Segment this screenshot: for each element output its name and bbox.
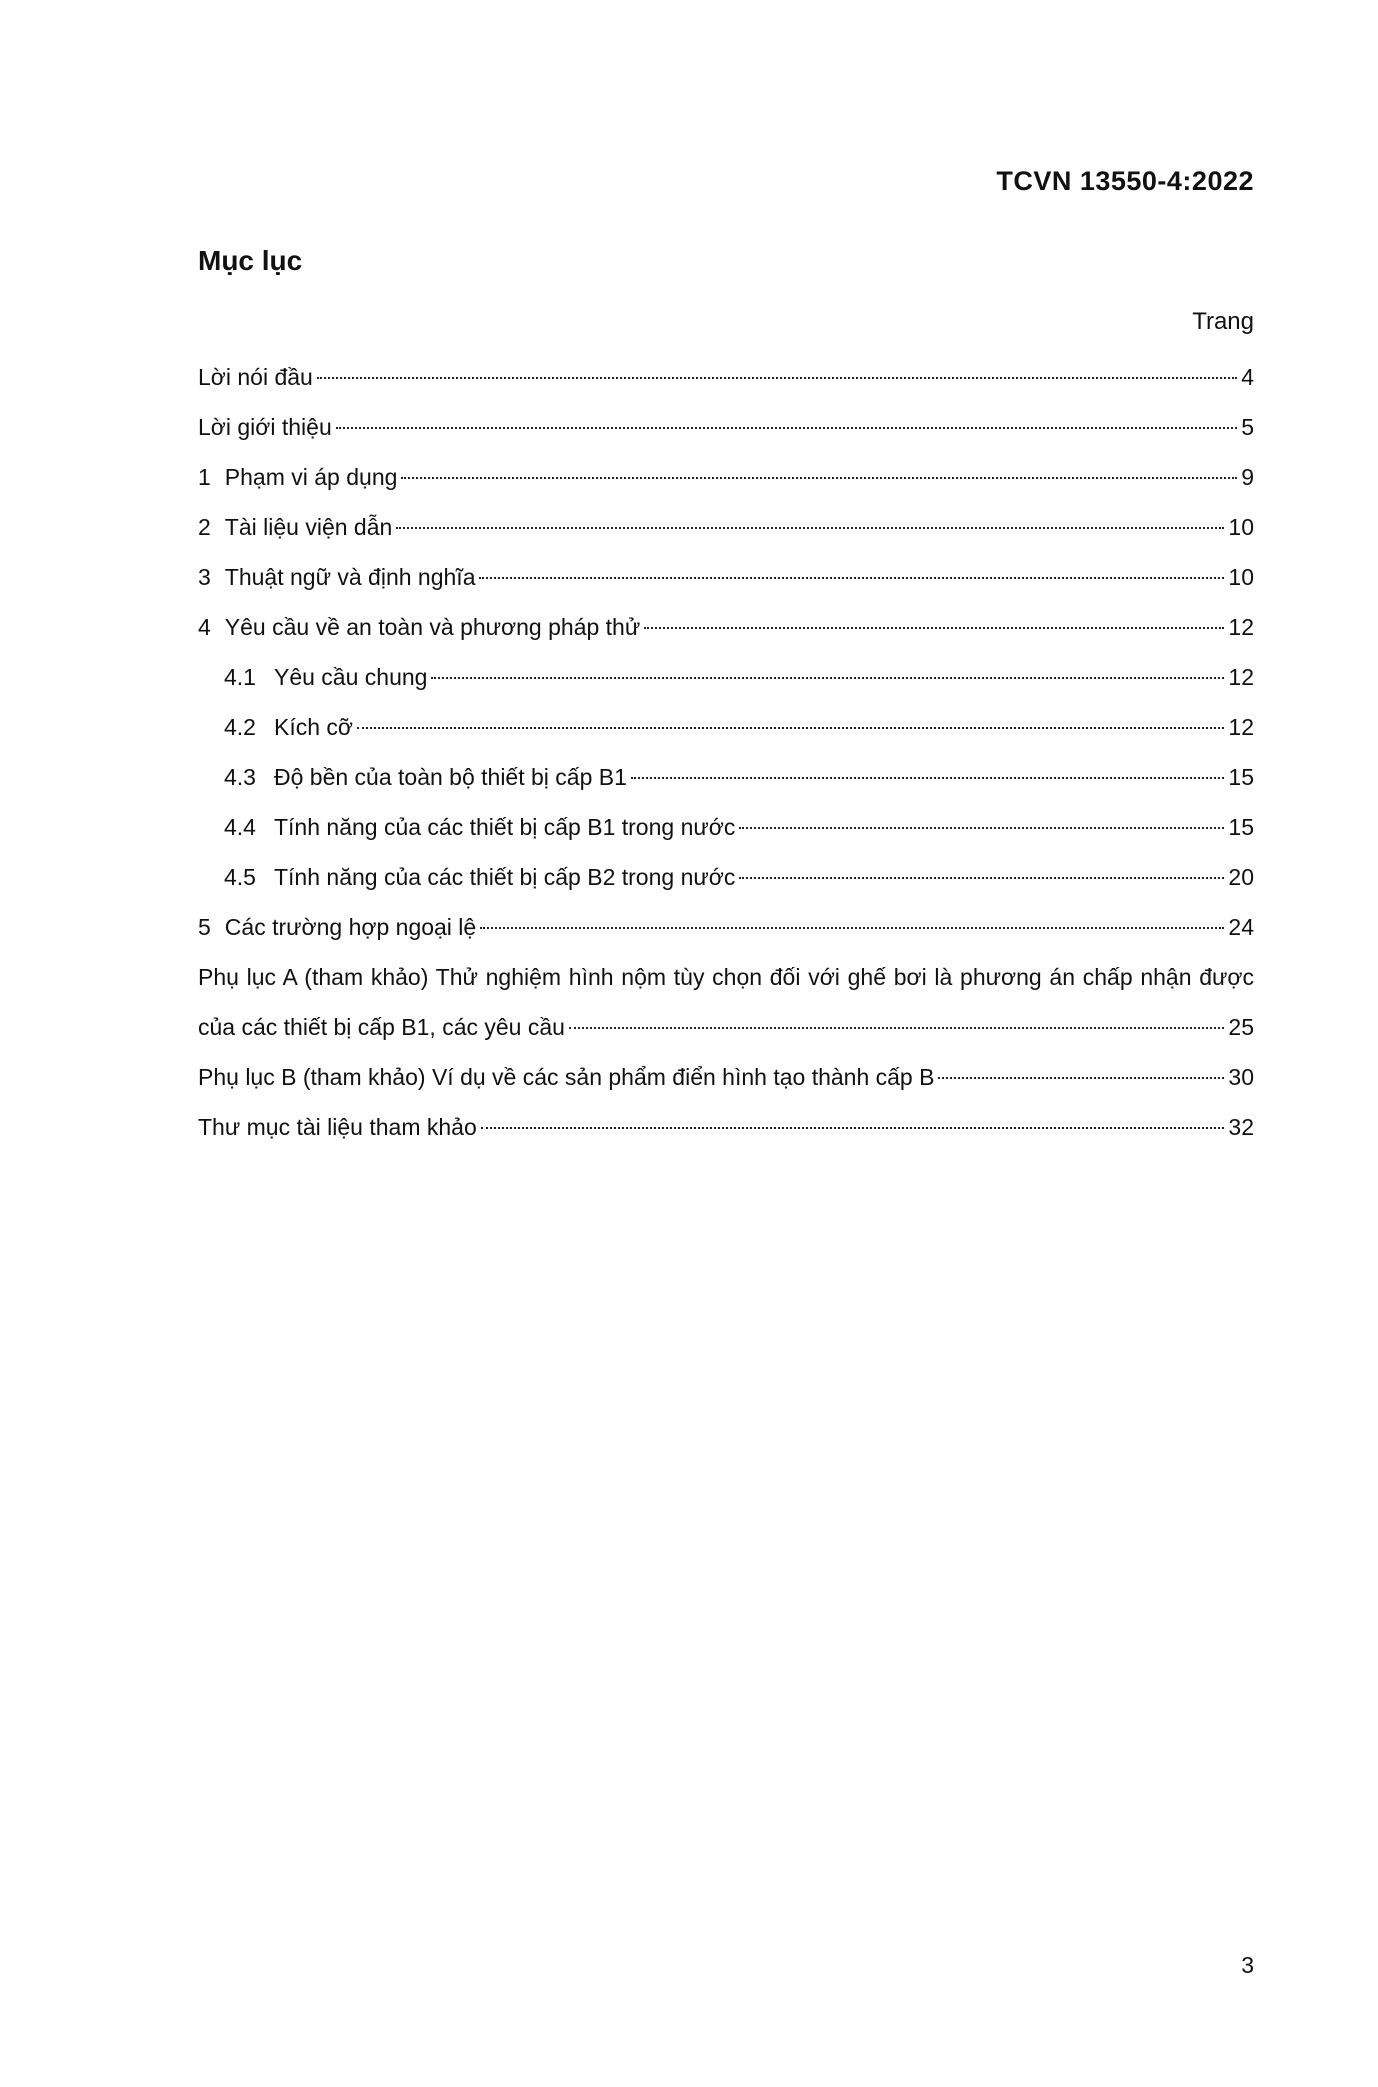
toc-entry-number: 4 bbox=[198, 614, 211, 640]
toc-entry-page: 24 bbox=[1228, 914, 1254, 940]
toc-leader-dots bbox=[569, 1026, 1224, 1029]
toc-leader-dots bbox=[401, 476, 1237, 479]
toc-leader-dots bbox=[357, 726, 1224, 729]
toc-leader-dots bbox=[631, 776, 1225, 779]
toc-leader-dots bbox=[480, 926, 1224, 929]
toc-entry-page: 20 bbox=[1228, 864, 1254, 890]
toc-entry-section-5[interactable] bbox=[198, 902, 1254, 952]
table-of-contents bbox=[198, 352, 1254, 1152]
toc-entry-label: Các trường hợp ngoại lệ bbox=[224, 914, 477, 940]
toc-entry-label: Thuật ngữ và định nghĩa bbox=[224, 564, 476, 590]
toc-entry-section-4[interactable] bbox=[198, 602, 1254, 652]
document-code: TCVN 13550-4:2022 bbox=[996, 166, 1254, 196]
toc-entry-number: 4.2 bbox=[224, 714, 256, 740]
toc-entry-number: 4.3 bbox=[224, 764, 256, 790]
toc-entry-label: Tài liệu viện dẫn bbox=[224, 514, 393, 540]
toc-entry-label: Phụ lục B (tham khảo) Ví dụ về các sản phẩm điển hình tạo thành cấp B bbox=[198, 1064, 935, 1090]
toc-entry-introduction[interactable] bbox=[198, 402, 1254, 452]
toc-entry-section-4-2[interactable] bbox=[198, 702, 1254, 752]
toc-entry-section-4-3[interactable] bbox=[198, 752, 1254, 802]
toc-leader-dots bbox=[739, 876, 1224, 879]
toc-entry-line2 bbox=[198, 1002, 1254, 1052]
toc-entry-page: 4 bbox=[1241, 364, 1254, 390]
toc-entry-label: Tính năng của các thiết bị cấp B1 trong nước bbox=[273, 814, 736, 840]
toc-title: Mục lục bbox=[198, 245, 303, 276]
toc-entry-page: 32 bbox=[1228, 1114, 1254, 1140]
toc-entry-section-1[interactable] bbox=[198, 452, 1254, 502]
toc-entry-section-4-1[interactable] bbox=[198, 652, 1254, 702]
toc-entry-number: 2 bbox=[198, 514, 211, 540]
toc-entry-page: 10 bbox=[1228, 564, 1254, 590]
toc-entry-page: 12 bbox=[1228, 714, 1254, 740]
toc-entry-section-3[interactable] bbox=[198, 552, 1254, 602]
toc-entry-number: 4.4 bbox=[224, 814, 256, 840]
toc-entry-section-4-5[interactable] bbox=[198, 852, 1254, 902]
toc-entry-bibliography[interactable] bbox=[198, 1102, 1254, 1152]
toc-leader-dots bbox=[644, 626, 1224, 629]
toc-entry-page: 10 bbox=[1228, 514, 1254, 540]
toc-entry-page: 15 bbox=[1228, 764, 1254, 790]
toc-entry-label: Kích cỡ bbox=[273, 714, 353, 740]
page-column-label: Trang bbox=[1192, 308, 1254, 335]
toc-entry-page: 30 bbox=[1228, 1064, 1254, 1090]
toc-entry-label: Lời giới thiệu bbox=[198, 414, 332, 440]
toc-entry-number: 1 bbox=[198, 464, 211, 490]
toc-entry-page: 12 bbox=[1228, 664, 1254, 690]
toc-entry-label-line2: của các thiết bị cấp B1, các yêu cầu bbox=[198, 1014, 565, 1040]
toc-entry-number: 3 bbox=[198, 564, 211, 590]
toc-entry-label: Thư mục tài liệu tham khảo bbox=[198, 1114, 477, 1140]
toc-entry-label-line1: Phụ lục A (tham khảo) Thử nghiệm hình nộm tùy chọn đối với ghế bơi là phương án chấp nhận được bbox=[198, 964, 1254, 990]
toc-leader-dots bbox=[481, 1126, 1225, 1129]
toc-entry-annex-a[interactable] bbox=[198, 952, 1254, 1052]
toc-leader-dots bbox=[431, 676, 1224, 679]
toc-entry-annex-b[interactable] bbox=[198, 1052, 1254, 1102]
toc-entry-foreword[interactable] bbox=[198, 352, 1254, 402]
toc-entry-page: 25 bbox=[1228, 1014, 1254, 1040]
toc-entry-label: Yêu cầu về an toàn và phương pháp thử bbox=[224, 614, 641, 640]
toc-entry-label: Lời nói đầu bbox=[198, 364, 313, 390]
toc-entry-section-2[interactable] bbox=[198, 502, 1254, 552]
toc-entry-label: Độ bền của toàn bộ thiết bị cấp B1 bbox=[273, 764, 627, 790]
toc-entry-label: Phạm vi áp dụng bbox=[224, 464, 398, 490]
toc-leader-dots bbox=[396, 526, 1224, 529]
toc-leader-dots bbox=[938, 1076, 1224, 1079]
toc-entry-page: 5 bbox=[1241, 414, 1254, 440]
toc-entry-label: Tính năng của các thiết bị cấp B2 trong nước bbox=[273, 864, 736, 890]
toc-entry-page: 12 bbox=[1228, 614, 1254, 640]
toc-leader-dots bbox=[739, 826, 1224, 829]
toc-leader-dots bbox=[317, 376, 1237, 379]
toc-leader-dots bbox=[479, 576, 1224, 579]
toc-entry-section-4-4[interactable] bbox=[198, 802, 1254, 852]
toc-entry-number: 5 bbox=[198, 914, 211, 940]
toc-entry-page: 15 bbox=[1228, 814, 1254, 840]
toc-entry-number: 4.1 bbox=[224, 664, 256, 690]
toc-entry-label: Yêu cầu chung bbox=[273, 664, 428, 690]
toc-entry-page: 9 bbox=[1241, 464, 1254, 490]
toc-entry-number: 4.5 bbox=[224, 864, 256, 890]
page-number: 3 bbox=[1241, 1952, 1254, 1978]
toc-leader-dots bbox=[336, 426, 1237, 429]
